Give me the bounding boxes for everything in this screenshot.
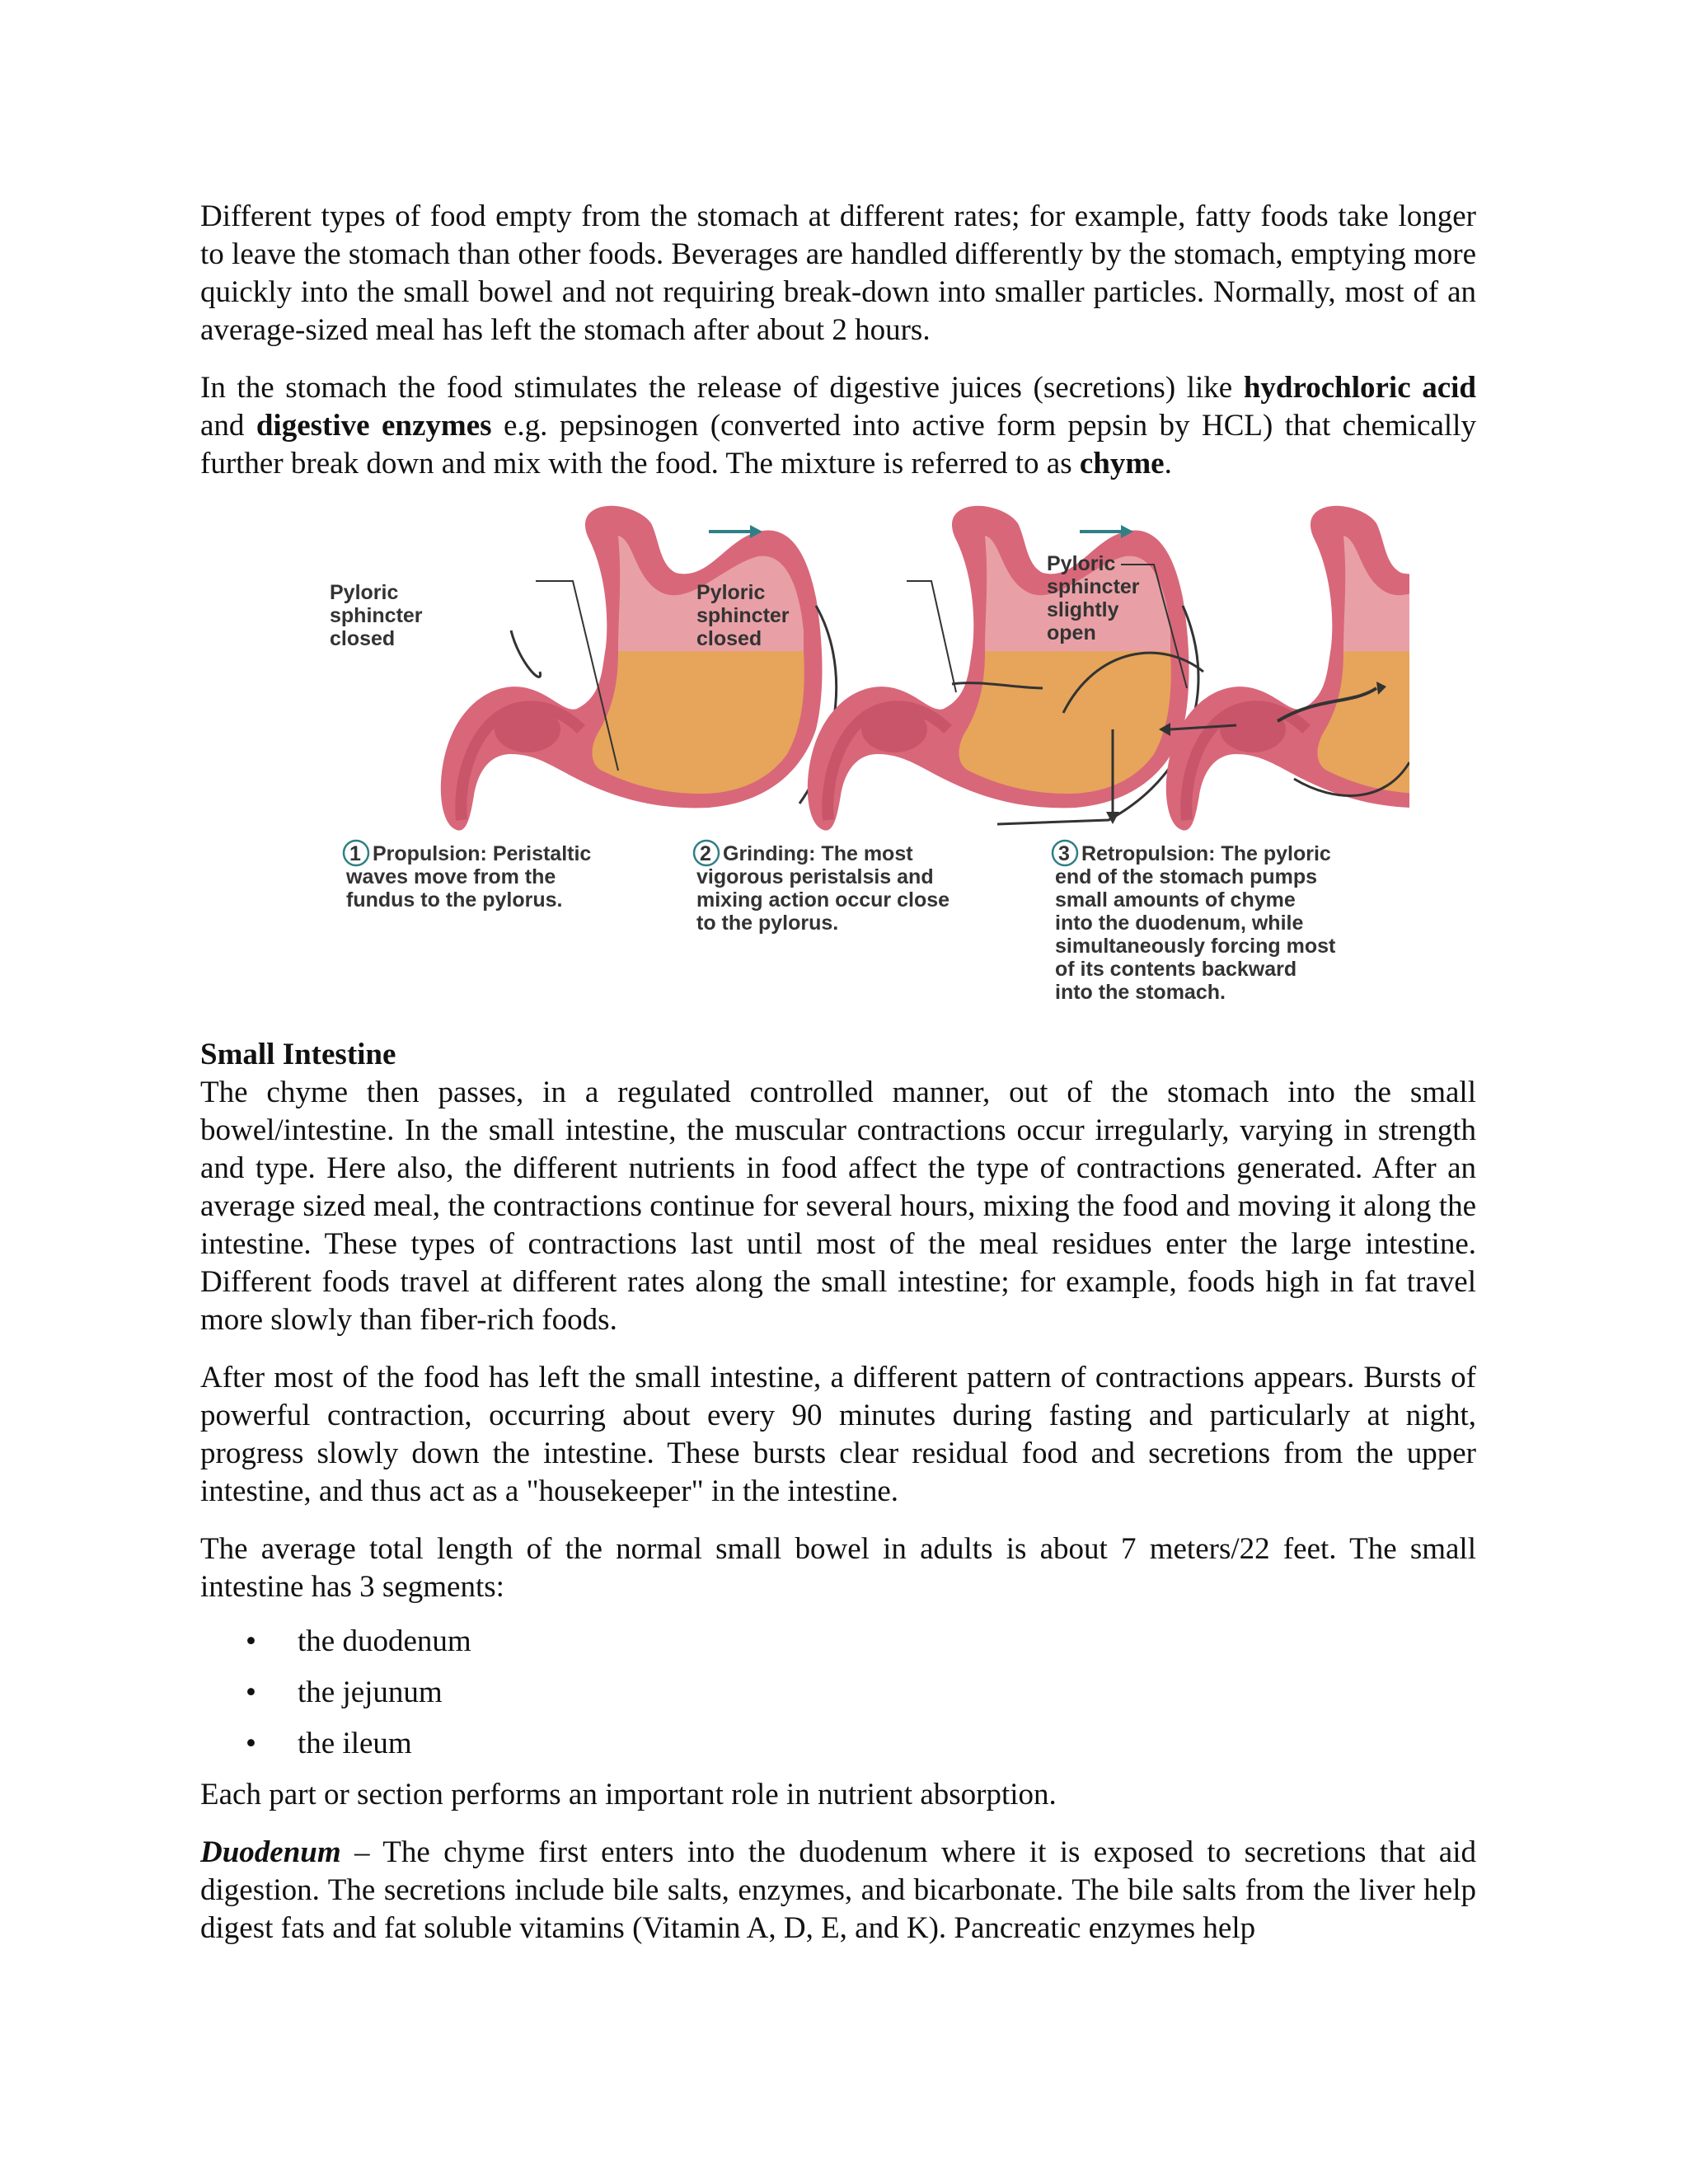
intro-section	[200, 198, 1476, 483]
panel-2-caption-line: to the pylorus.	[696, 912, 839, 935]
panel-1-label-line: Pyloric	[330, 581, 399, 604]
panel-3-caption-line: small amounts of chyme	[1055, 888, 1296, 912]
panel-1-label-line: sphincter	[330, 604, 423, 627]
panel-2-caption-line: vigorous peristalsis and	[696, 865, 934, 888]
bullet-icon: •	[246, 1727, 256, 1760]
text-run: e.g. pepsinogen (converted into active form pepsin by HCL) that chemically further break down and mix with the food. The mixture is referred to as	[200, 409, 1476, 480]
paragraph-small-intestine-contractions: The chyme then passes, in a regulated controlled manner, out of the stomach into the small bowel/intestine. In the small intestine, the muscular contractions occur irregularly, varying in strength and type. Here also, the different nutrients in food affect the type of contractions generated. After an average sized meal, the contractions continue for several hours, mixing the food and moving it along the intestine. These types of contractions last until most of the meal residues enter the large intestine. Different foods travel at different rates along the small intestine; for example, foods high in fat travel more slowly than fiber-rich foods.	[200, 1076, 1476, 1337]
panel-1-caption-line: fundus to the pylorus.	[346, 888, 563, 912]
panel-3-caption-line: end of the stomach pumps	[1055, 865, 1318, 888]
stomach-motility-figure	[321, 499, 1409, 1026]
panel-3-label-line: sphincter	[1047, 575, 1140, 598]
list-item	[200, 1667, 1476, 1718]
segments-list	[200, 1616, 1476, 1769]
term-hydrochloric-acid: hydrochloric acid	[1243, 371, 1477, 405]
small-intestine-section	[200, 1036, 1476, 1947]
term-digestive-enzymes: digestive enzymes	[256, 409, 492, 443]
paragraph-duodenum	[200, 1834, 1476, 1947]
paragraph-housekeeper: After most of the food has left the small intestine, a different pattern of contractions appears. Bursts of powerful contraction, occurring about every 90 minutes during fasting and particularly at night, progress slowly down the intestine. These bursts clear residual food and secretions from the upper intestine, and thus act as a "housekeeper" in the intestine.	[200, 1361, 1476, 1508]
text-run: and	[200, 409, 256, 443]
text-run: .	[1164, 447, 1172, 480]
panel-3-number: 3	[1058, 842, 1070, 865]
paragraph-length: The average total length of the normal small bowel in adults is about 7 meters/22 feet. The small intestine has 3 segments:	[200, 1532, 1476, 1604]
bullet-icon: •	[246, 1675, 256, 1709]
panel-3-caption-line: simultaneously forcing most	[1055, 935, 1336, 958]
panel-3-caption-line: Retropulsion: The pyloric	[1081, 842, 1331, 865]
term-duodenum: Duodenum	[200, 1835, 341, 1869]
panel-1-number: 1	[349, 842, 361, 865]
text-run: – The chyme first enters into the duodenum where it is exposed to secretions that aid digestion. The secretions include bile salts, enzymes, and bicarbonate. The bile salts from the liver help digest fats and fat soluble vitamins (Vitamin A, D, E, and K). Pancreatic enzymes help	[200, 1835, 1476, 1945]
panel-3-caption-line: into the duodenum, while	[1055, 912, 1304, 935]
panel-2-label-line: closed	[696, 627, 762, 650]
panel-3-label-line: slightly	[1047, 598, 1119, 621]
panel-1-label-line: closed	[330, 627, 396, 650]
panel-3-caption-line: of its contents backward	[1055, 958, 1297, 981]
panel-1-caption-line: waves move from the	[346, 865, 556, 888]
panel-1-caption-line: Propulsion: Peristaltic	[373, 842, 592, 865]
paragraph-digestive-juices	[200, 369, 1476, 483]
panel-3-label-line: Pyloric	[1047, 552, 1116, 575]
list-item	[200, 1718, 1476, 1769]
term-chyme: chyme	[1079, 447, 1165, 480]
panel-2-caption-line: Grinding: The most	[723, 842, 913, 865]
list-item-text: the ileum	[298, 1727, 412, 1760]
list-item-text: the jejunum	[298, 1675, 443, 1709]
paragraph-gastric-emptying: Different types of food empty from the stomach at different rates; for example, fatty foods take longer to leave the stomach than other foods. Beverages are handled differently by the stomach, emptying more quickly into the small bowel and not requiring break-down into smaller particles. Normally, most of an average-sized meal has left the stomach after about 2 hours.	[200, 199, 1476, 347]
panel-2-number: 2	[700, 842, 711, 865]
section-heading: Small Intestine	[200, 1038, 396, 1071]
panel-2-caption-line: mixing action occur close	[696, 888, 950, 912]
list-item-text: the duodenum	[298, 1624, 471, 1658]
panel-2-label-line: Pyloric	[696, 581, 766, 604]
panel-3-label-line: open	[1047, 621, 1096, 644]
panel-2-label-line: sphincter	[696, 604, 790, 627]
panel-3-caption-line: into the stomach.	[1055, 981, 1226, 1004]
paragraph-nutrient-absorption: Each part or section performs an important role in nutrient absorption.	[200, 1778, 1057, 1811]
list-item	[200, 1616, 1476, 1667]
text-run: In the stomach the food stimulates the release of digestive juices (secretions) like	[200, 371, 1244, 405]
bullet-icon: •	[246, 1624, 256, 1658]
